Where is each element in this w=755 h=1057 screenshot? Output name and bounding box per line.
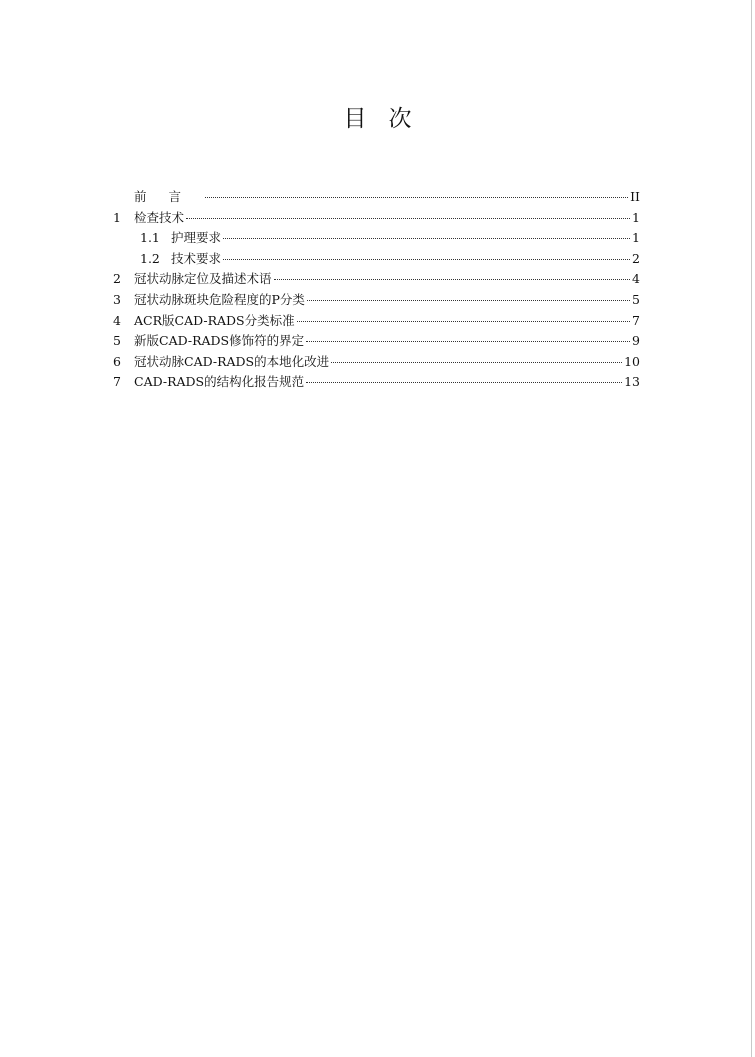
page-edge-rule xyxy=(751,0,752,1057)
table-of-contents xyxy=(113,187,640,393)
toc-dot-leader xyxy=(274,279,631,280)
toc-entry-label: 检查技术 xyxy=(134,209,185,225)
toc-entry-page: 10 xyxy=(624,353,640,369)
toc-dot-leader xyxy=(223,238,630,239)
toc-entry-number: 1 xyxy=(113,209,121,225)
toc-entry-number: 1.2 xyxy=(140,250,160,266)
toc-entry-label: 冠状动脉CAD-RADS的本地化改进 xyxy=(134,353,330,369)
toc-entry-page: 2 xyxy=(632,250,640,266)
toc-entry[interactable] xyxy=(113,290,640,311)
toc-entry-label: 冠状动脉斑块危险程度的P分类 xyxy=(134,291,305,307)
toc-entry[interactable] xyxy=(113,249,640,270)
toc-entry-label: 冠状动脉定位及描述术语 xyxy=(134,271,272,287)
toc-entry[interactable] xyxy=(113,208,640,229)
toc-title-char-1: 目 xyxy=(343,106,367,132)
toc-entry[interactable] xyxy=(113,269,640,290)
toc-dot-leader xyxy=(205,197,628,198)
toc-entry-number: 1.1 xyxy=(140,230,160,246)
toc-dot-leader xyxy=(223,259,630,260)
toc-entry[interactable] xyxy=(113,311,640,332)
toc-entry-label: 护理要求 xyxy=(171,230,222,246)
toc-entry-number: 6 xyxy=(113,353,121,369)
toc-entry[interactable] xyxy=(113,187,640,208)
toc-entry-page: 13 xyxy=(624,374,640,390)
toc-entry-label: 前言 xyxy=(134,189,204,204)
toc-dot-leader xyxy=(186,218,630,219)
toc-dot-leader xyxy=(297,321,630,322)
toc-entry-number: 2 xyxy=(113,271,121,287)
toc-title-char-2: 次 xyxy=(388,106,412,132)
toc-entry-page: 1 xyxy=(632,230,640,246)
toc-dot-leader xyxy=(331,362,622,363)
toc-entry-label: CAD-RADS的结构化报告规范 xyxy=(134,374,305,390)
toc-entry-page: 9 xyxy=(632,333,640,349)
toc-entry-number: 5 xyxy=(113,333,121,349)
toc-entry-label: ACR版CAD-RADS分类标准 xyxy=(134,312,295,328)
toc-title xyxy=(0,104,755,134)
toc-entry-page: 7 xyxy=(632,312,640,328)
toc-entry-page: 1 xyxy=(632,209,640,225)
toc-entry-label: 新版CAD-RADS修饰符的界定 xyxy=(134,333,305,349)
toc-entry-page: 4 xyxy=(632,271,640,287)
toc-entry-number: 7 xyxy=(113,374,121,390)
toc-dot-leader xyxy=(307,300,630,301)
toc-entry-label: 技术要求 xyxy=(171,250,222,266)
toc-entry-number: 3 xyxy=(113,291,121,307)
toc-entry-number: 4 xyxy=(113,312,121,328)
toc-entry[interactable] xyxy=(113,352,640,373)
toc-dot-leader xyxy=(306,382,622,383)
toc-entry-page: II xyxy=(630,189,640,204)
toc-entry[interactable] xyxy=(113,331,640,352)
toc-entry-page: 5 xyxy=(632,291,640,307)
toc-entry[interactable] xyxy=(113,228,640,249)
toc-entry[interactable] xyxy=(113,372,640,393)
toc-dot-leader xyxy=(306,341,630,342)
